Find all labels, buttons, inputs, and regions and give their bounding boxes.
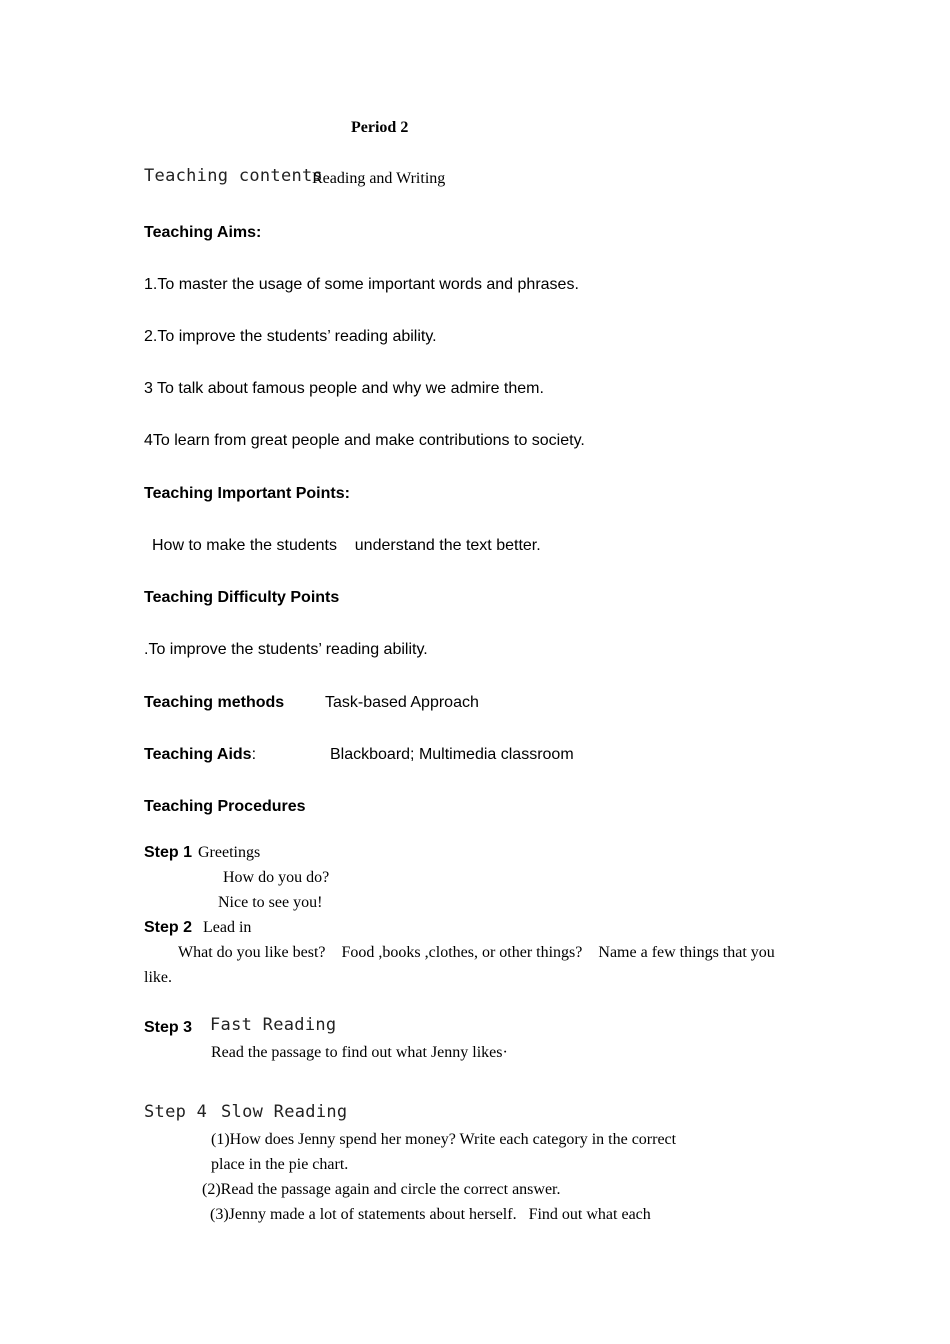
aids-label: Teaching Aids — [144, 746, 252, 763]
aims-heading: Teaching Aims: — [144, 224, 262, 241]
methods-value: Task-based Approach — [325, 694, 479, 711]
page-title: Period 2 — [351, 119, 409, 136]
difficulty-points-heading: Teaching Difficulty Points — [144, 589, 340, 606]
procedures-heading: Teaching Procedures — [144, 798, 306, 815]
step1-title: Greetings — [198, 844, 261, 861]
aim-item-3: 3 To talk about famous people and why we admire them. — [144, 380, 544, 397]
step2-label: Step 2 — [144, 919, 193, 936]
contents-label: Teaching contents — [144, 166, 324, 186]
step4-line-4: (3)Jenny made a lot of statements about herself. Find out what each — [210, 1206, 651, 1223]
step3-title: Fast Reading — [210, 1015, 337, 1035]
step2-line-1: What do you like best? Food ,books ,clothes, or other things? Name a few things that you — [178, 944, 775, 961]
step4-line-1: (1)How does Jenny spend her money? Write each category in the correct — [211, 1131, 677, 1148]
step1-line-2: Nice to see you! — [218, 894, 323, 911]
aim-item-1: 1.To master the usage of some important words and phrases. — [144, 276, 579, 293]
step2-title: Lead in — [203, 919, 252, 936]
step4-label: Step 4 — [144, 1102, 208, 1122]
aids-colon: : — [251, 746, 257, 763]
difficulty-points-text: .To improve the students’ reading ability. — [144, 641, 428, 658]
step1-label: Step 1 — [144, 844, 193, 861]
important-points-text: How to make the students understand the text better. — [152, 537, 541, 554]
step2-line-2: like. — [144, 969, 172, 986]
step1-line-1: How do you do? — [223, 869, 330, 886]
aim-item-2: 2.To improve the students’ reading ability. — [144, 328, 437, 345]
important-points-heading: Teaching Important Points: — [144, 485, 350, 502]
step4-title: Slow Reading — [221, 1102, 348, 1122]
step3-label: Step 3 — [144, 1019, 193, 1036]
contents-value: Reading and Writing — [312, 170, 446, 187]
aids-label-row — [144, 747, 256, 763]
aids-value: Blackboard; Multimedia classroom — [330, 746, 574, 763]
step4-line-3: (2)Read the passage again and circle the correct answer. — [202, 1181, 561, 1198]
step3-text: Read the passage to find out what Jenny likes· — [211, 1044, 508, 1061]
step4-line-2: place in the pie chart. — [211, 1156, 349, 1173]
methods-label: Teaching methods — [144, 694, 285, 711]
aim-item-4: 4To learn from great people and make contributions to society. — [144, 432, 585, 449]
